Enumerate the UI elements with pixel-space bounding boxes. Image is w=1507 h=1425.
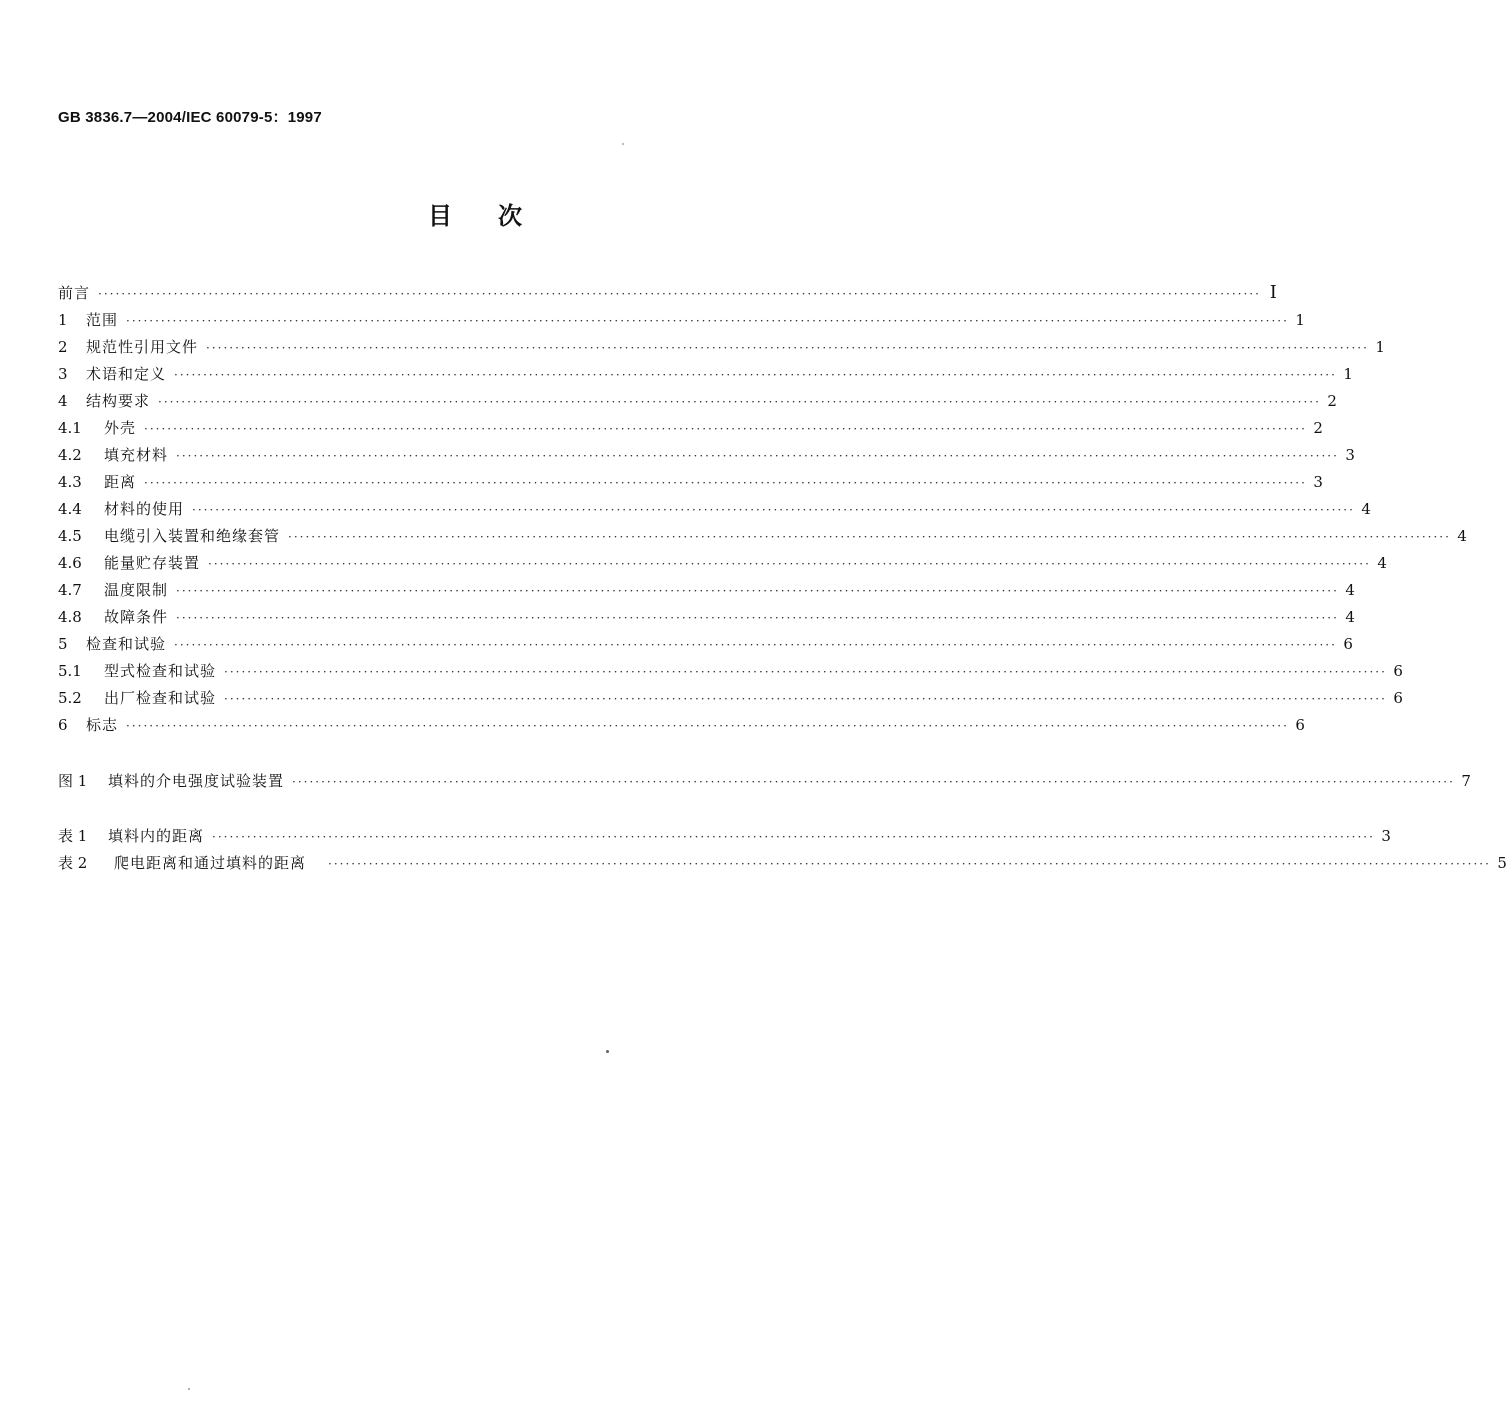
toc-entry[interactable] [58,442,1355,468]
toc-table-page: 5 [1497,854,1507,872]
toc-entry[interactable] [58,415,1323,441]
toc-entry-label: 结构要求 [86,392,151,410]
toc-leader: ········································································································································································································ [126,719,1289,733]
toc-entry-label: 电缆引入装置和绝缘套管 [104,527,281,545]
toc-entry-number: 6 [58,716,68,734]
toc-entry-page: 1 [1343,365,1353,383]
toc-entry[interactable] [58,388,1337,414]
toc-entry-page: 2 [1313,419,1323,437]
toc-entry-label: 温度限制 [104,581,169,599]
toc-entry-label: 范围 [86,311,119,329]
toc-entry-label: 能量贮存装置 [104,554,201,572]
toc-table-number: 表 2 [58,854,88,872]
toc-entry-page: 3 [1313,473,1323,491]
toc-entry-number: 4.3 [58,473,82,491]
scan-speck [622,143,624,145]
toc-leader: ········································································································································································································ [176,584,1339,598]
toc-entry-number: 5 [58,635,68,653]
toc-entry-number: 2 [58,338,68,356]
toc-entry[interactable] [58,604,1355,630]
toc-entry-number: 4 [58,392,68,410]
toc-entry-label: 出厂检查和试验 [104,689,217,707]
toc-entry[interactable] [58,361,1353,387]
toc-entry-page: 6 [1295,716,1305,734]
toc-entry-label: 距离 [104,473,137,491]
toc-leader: ········································································································································································································ [192,503,1355,517]
toc-figure-label: 填料的介电强度试验装置 [108,772,285,790]
toc-entry-page: 4 [1377,554,1387,572]
toc-entry-number: 5.2 [58,689,82,707]
document-header: GB 3836.7—2004/IEC 60079-5：1997 [58,109,322,126]
toc-leader: ········································································································································································································ [224,665,1387,679]
toc-entry-page: 6 [1393,662,1403,680]
toc-entry-label: 填充材料 [104,446,169,464]
toc-figure-page: 7 [1461,772,1471,790]
toc-entry-label: 材料的使用 [104,500,185,518]
toc-entry-page: 1 [1295,311,1305,329]
toc-entry-label: 前言 [58,284,91,302]
toc-entry-number: 4.7 [58,581,82,599]
toc-entry[interactable] [58,712,1305,738]
toc-entry-label: 规范性引用文件 [86,338,199,356]
toc-entry-number: 4.8 [58,608,82,626]
toc-figure-entry[interactable] [58,768,1471,794]
toc-entry-page: 4 [1457,527,1467,545]
toc-entry-number: 1 [58,311,68,329]
toc-entry-number: 5.1 [58,662,82,680]
toc-entry[interactable] [58,631,1353,657]
toc-table-entry[interactable] [58,850,1507,876]
toc-entry[interactable] [58,577,1355,603]
toc-leader: ········································································································································································································ [288,530,1451,544]
toc-entry-page: 1 [1375,338,1385,356]
toc-entry-page: 6 [1343,635,1353,653]
toc-entry[interactable] [58,658,1403,684]
toc-entry-page: 4 [1361,500,1371,518]
toc-table-page: 3 [1381,827,1391,845]
toc-entry-label: 型式检查和试验 [104,662,217,680]
toc-leader: ········································································································································································································ [144,476,1307,490]
scan-speck [188,1388,190,1390]
toc-entry-number: 4.1 [58,419,82,437]
toc-figure-number: 图 1 [58,772,88,790]
toc-entry-page: 3 [1345,446,1355,464]
toc-leader: ········································································································································································································ [208,557,1371,571]
toc-leader: ········································································································································································································ [224,692,1387,706]
toc-entry[interactable] [58,685,1403,711]
toc-entry[interactable] [58,550,1387,576]
toc-table-number: 表 1 [58,827,88,845]
toc-leader: ········································································································································································································ [98,287,1261,301]
toc-leader: ········································································································································································································ [292,775,1455,789]
toc-table-entry[interactable] [58,823,1391,849]
toc-entry-number: 4.5 [58,527,82,545]
toc-leader: ········································································································································································································ [328,857,1491,871]
toc-entry-page: I [1269,282,1277,303]
toc-entry[interactable] [58,334,1385,360]
toc-entry-label: 外壳 [104,419,137,437]
scan-speck [606,1050,609,1053]
toc-entry-page: 4 [1345,608,1355,626]
toc-table-label: 爬电距离和通过填料的距离 [114,854,307,872]
toc-leader: ········································································································································································································ [206,341,1369,355]
toc-leader: ········································································································································································································ [176,449,1339,463]
toc-entry-label: 故障条件 [104,608,169,626]
toc-entry[interactable] [58,469,1323,495]
toc-entry-number: 3 [58,365,68,383]
page-title: 目次 [428,202,568,230]
toc-entry-number: 4.4 [58,500,82,518]
toc-entry-label: 检查和试验 [86,635,167,653]
toc-entry-preface[interactable] [58,280,1277,306]
toc-entry-number: 4.6 [58,554,82,572]
toc-table-label: 填料内的距离 [108,827,205,845]
toc-entry-page: 6 [1393,689,1403,707]
toc-entry-page: 2 [1327,392,1337,410]
toc-entry-number: 4.2 [58,446,82,464]
toc-entry[interactable] [58,496,1371,522]
toc-entry-page: 4 [1345,581,1355,599]
toc-entry-label: 标志 [86,716,119,734]
toc-entry[interactable] [58,523,1467,549]
toc-leader: ········································································································································································································ [144,422,1307,436]
toc-leader: ········································································································································································································ [158,395,1321,409]
toc-leader: ········································································································································································································ [174,368,1337,382]
toc-leader: ········································································································································································································ [212,830,1375,844]
toc-entry[interactable] [58,307,1305,333]
toc-entry-label: 术语和定义 [86,365,167,383]
toc-leader: ········································································································································································································ [126,314,1289,328]
toc-leader: ········································································································································································································ [176,611,1339,625]
toc-leader: ········································································································································································································ [174,638,1337,652]
